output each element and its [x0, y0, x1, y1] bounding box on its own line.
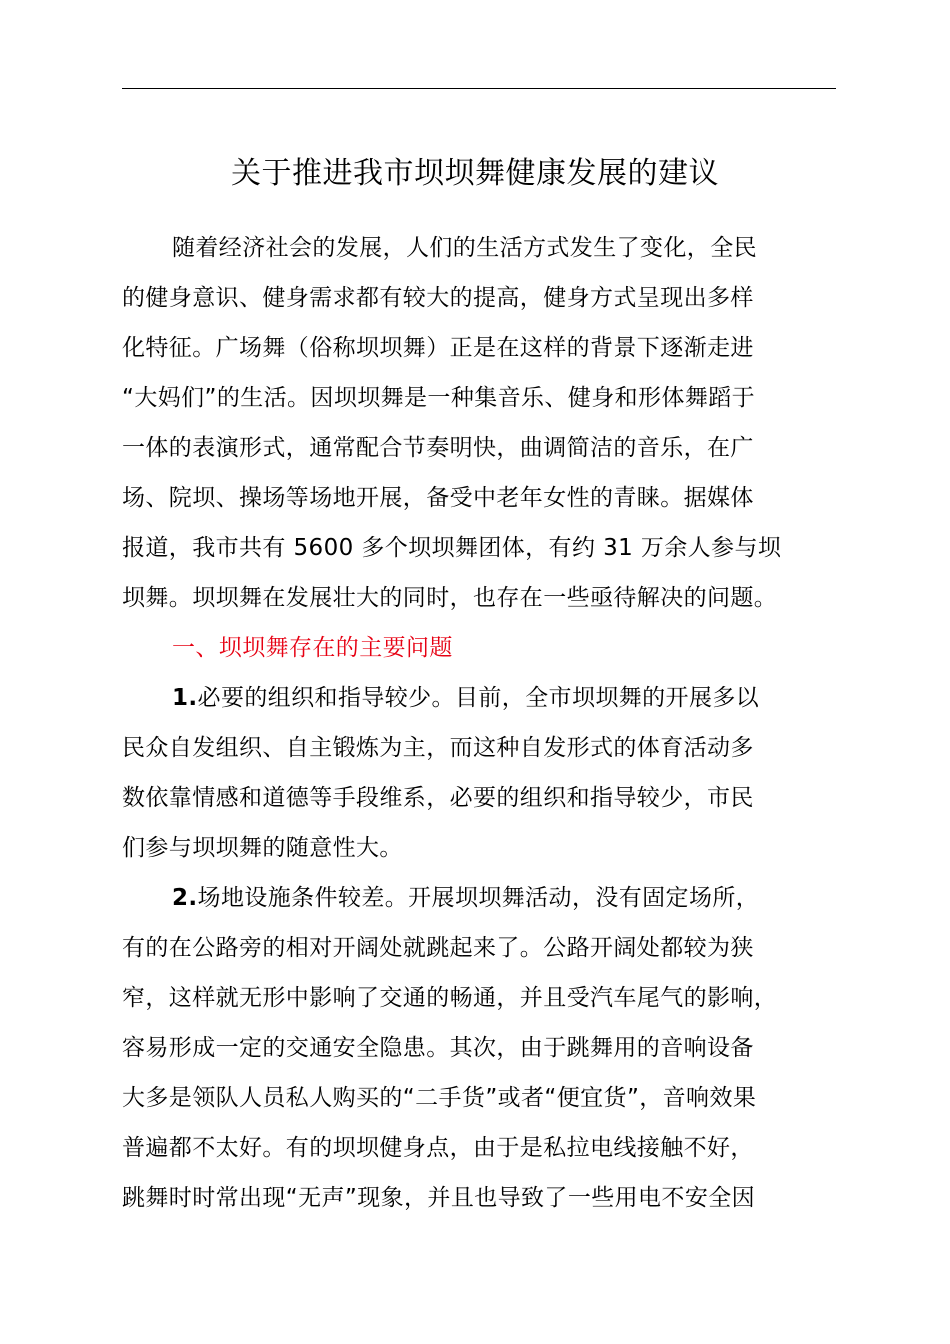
paragraph-line: 容易形成一定的交通安全隐患。其次，由于跳舞用的音响设备 — [122, 1035, 754, 1061]
paragraph-text: 必要的组织和指导较少。目前，全市坝坝舞的开展多以 — [197, 685, 760, 711]
paragraph-line: 报道，我市共有 5600 多个坝坝舞团体，有约 31 万余人参与坝 — [122, 535, 782, 561]
paragraph-text: 场地设施条件较差。开展坝坝舞活动，没有固定场所， — [197, 885, 760, 911]
item-number: 1. — [172, 685, 198, 711]
paragraph-line: 一体的表演形式，通常配合节奏明快，曲调简洁的音乐，在广 — [122, 435, 754, 461]
header-rule — [122, 88, 836, 89]
section-heading: 一、坝坝舞存在的主要问题 — [172, 635, 453, 661]
paragraph-line — [172, 873, 759, 923]
paragraph-line: 跳舞时时常出现“无声”现象，并且也导致了一些用电不安全因 — [122, 1185, 756, 1211]
paragraph-line: 有的在公路旁的相对开阔处就跳起来了。公路开阔处都较为狭 — [122, 935, 754, 961]
paragraph-line: “大妈们”的生活。因坝坝舞是一种集音乐、健身和形体舞蹈于 — [122, 385, 756, 411]
paragraph-line: 化特征。广场舞（俗称坝坝舞）正是在这样的背景下逐渐走进 — [122, 335, 754, 361]
paragraph-line: 数依靠情感和道德等手段维系，必要的组织和指导较少，市民 — [122, 785, 754, 811]
paragraph-line: 大多是领队人员私人购买的“二手货”或者“便宜货”，音响效果 — [122, 1085, 757, 1111]
paragraph-line: 们参与坝坝舞的随意性大。 — [122, 835, 403, 861]
paragraph-line — [172, 673, 759, 723]
document-title: 关于推进我市坝坝舞健康发展的建议 — [231, 156, 719, 191]
paragraph-line: 的健身意识、健身需求都有较大的提高，健身方式呈现出多样 — [122, 285, 754, 311]
paragraph-line: 普遍都不太好。有的坝坝健身点，由于是私拉电线接触不好， — [122, 1135, 754, 1161]
paragraph-line: 民众自发组织、自主锻炼为主，而这种自发形式的体育活动多 — [122, 735, 754, 761]
paragraph-line: 窄，这样就无形中影响了交通的畅通，并且受汽车尾气的影响， — [122, 985, 778, 1011]
paragraph-line: 随着经济社会的发展，人们的生活方式发生了变化，全民 — [172, 235, 757, 261]
item-number: 2. — [172, 885, 198, 911]
paragraph-line: 坝舞。坝坝舞在发展壮大的同时，也存在一些亟待解决的问题。 — [122, 585, 778, 611]
paragraph-line: 场、院坝、操场等场地开展，备受中老年女性的青睐。据媒体 — [122, 485, 754, 511]
